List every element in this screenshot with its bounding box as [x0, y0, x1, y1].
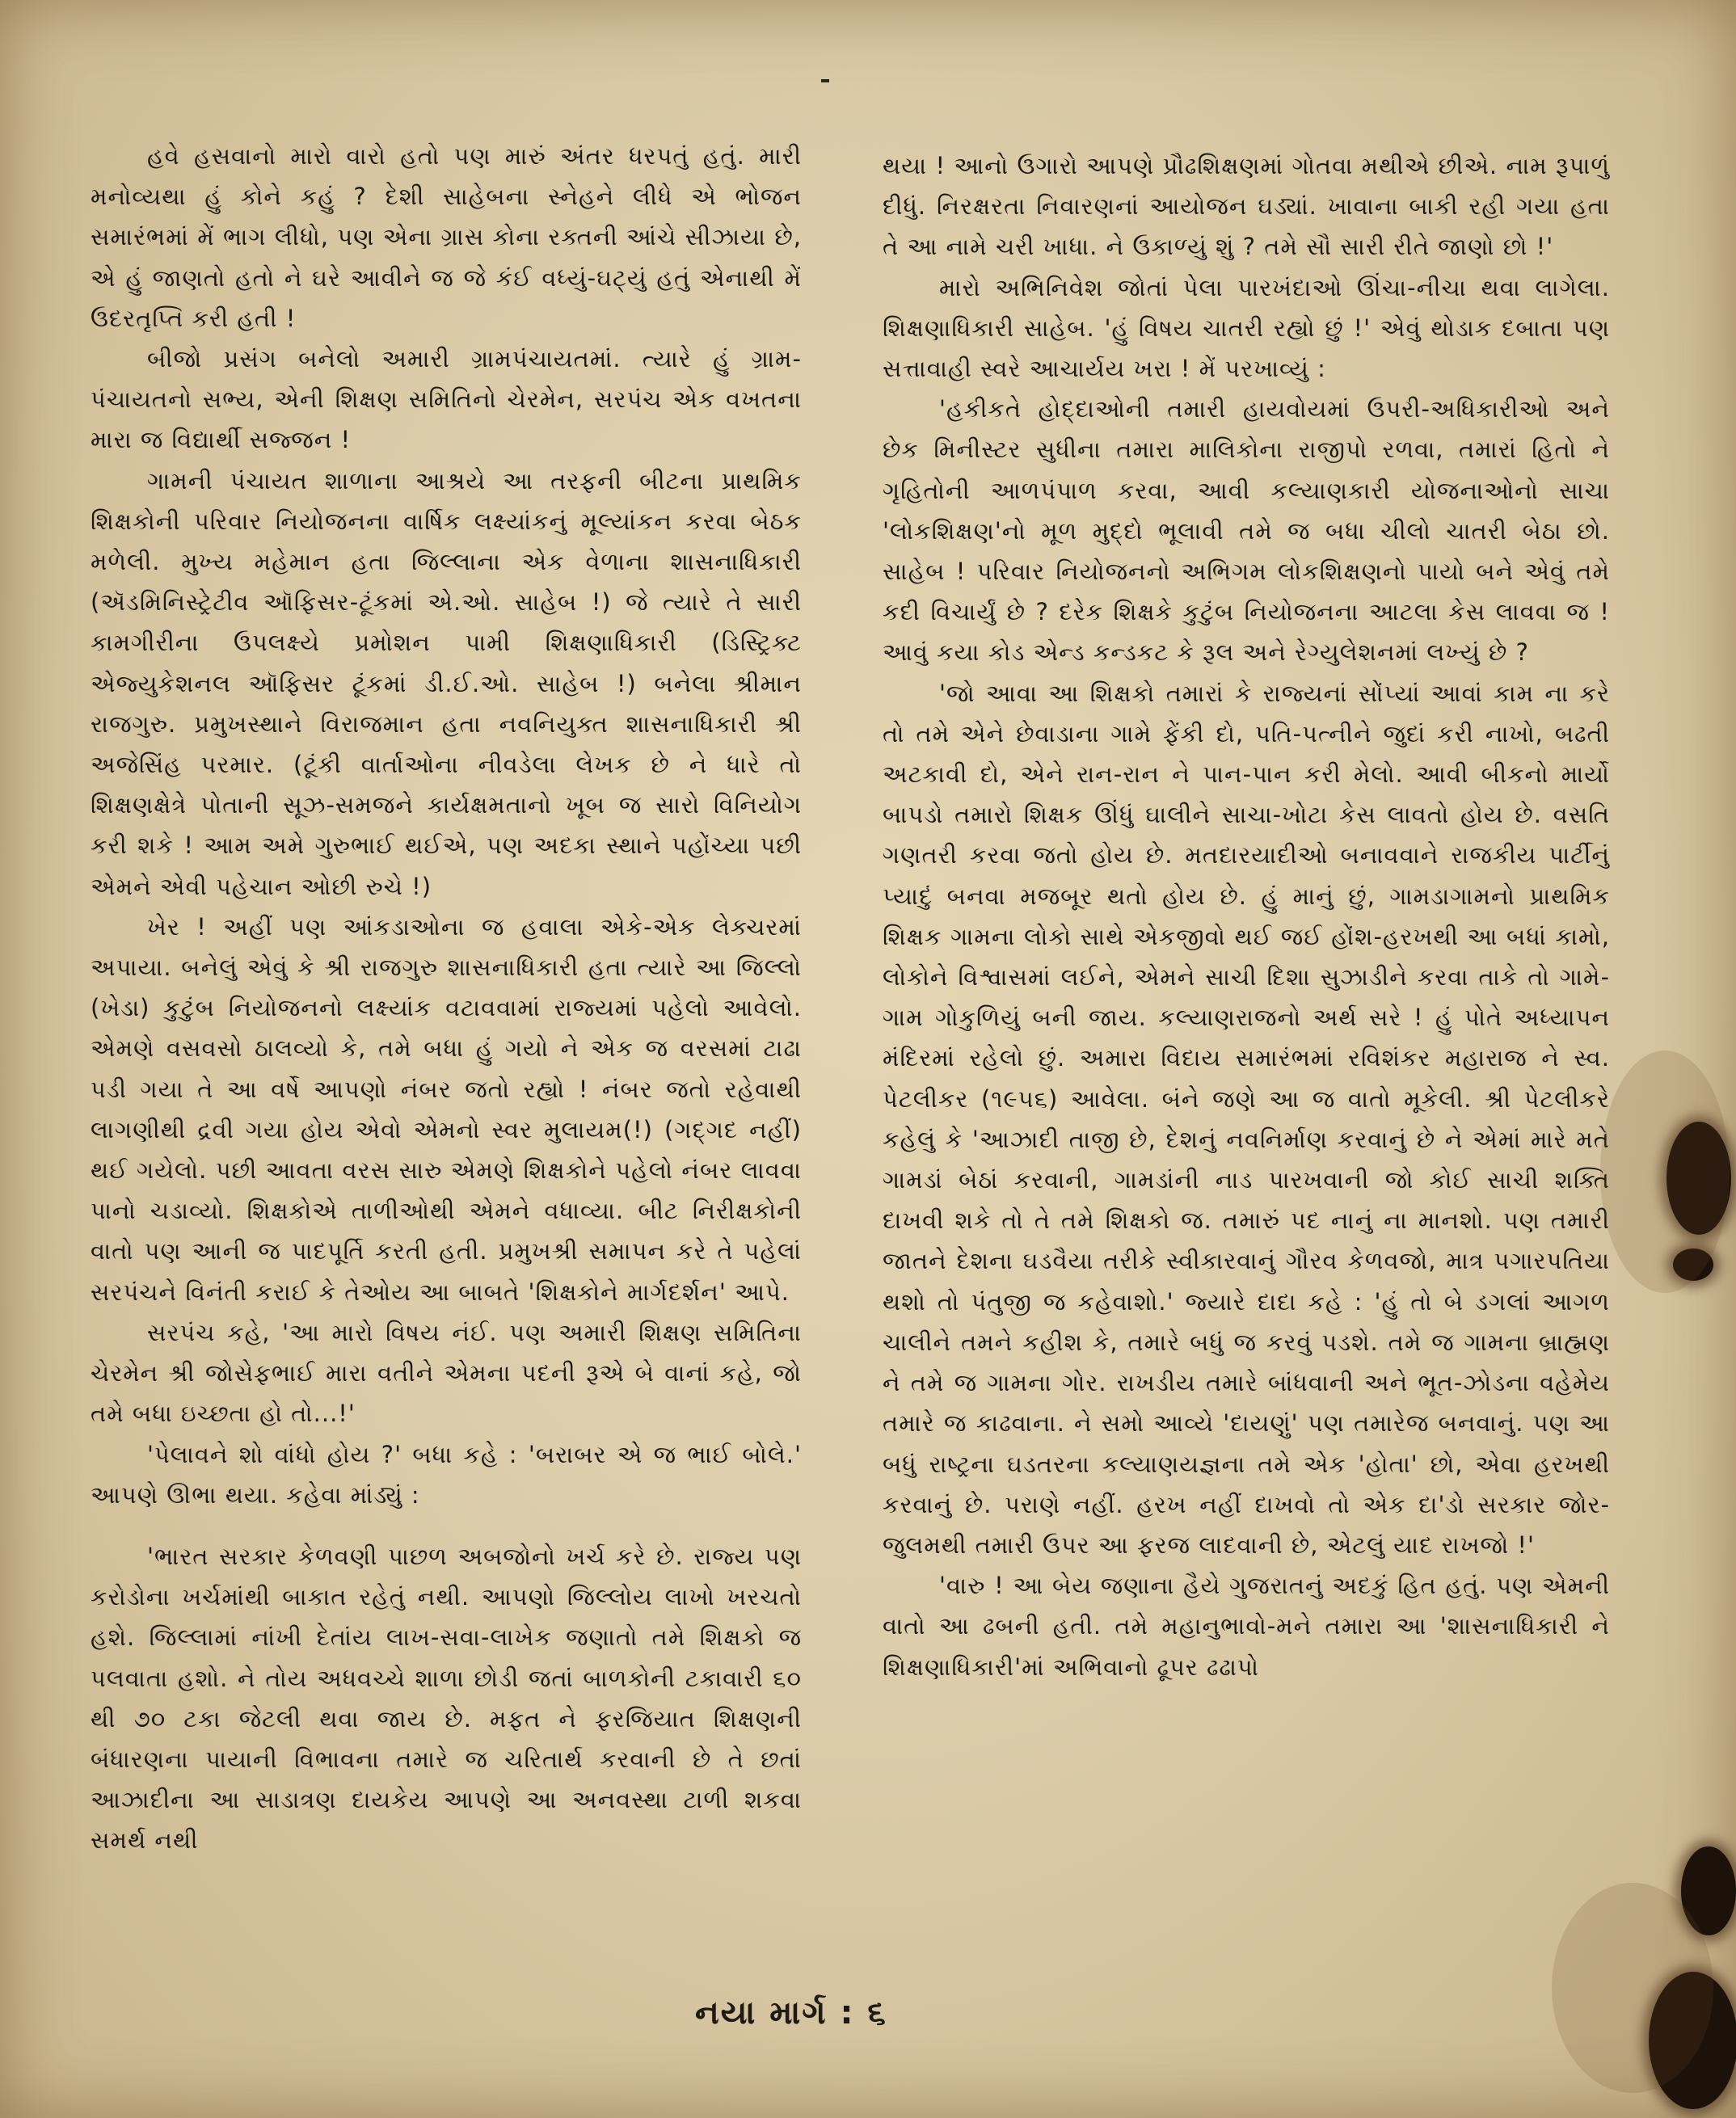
page-footer [695, 1994, 887, 2032]
paper-stain [1600, 1051, 1730, 1293]
paragraph: 'ભારત સરકાર કેળવણી પાછળ અબજોનો ખર્ચ કરે છે. રાજ્ય પણ કરોડોના ખર્ચમાંથી બાકાત રહેતું નથી. આપણો જિલ્લોય લાખો ખરચતો હશે. જિલ્લામાં નાંખી દેતાંય લાખ-સવા-લાખેક જણાતો તમે શિક્ષકો જ પલવાતા હશો. ને તોય અધવચ્ચે શાળા છોડી જતાં બાળકોની ટકાવારી ૬૦ થી ૭૦ ટકા જેટલી થવા જાય છે. મફત ને ફરજિયાત શિક્ષણની બંધારણના પાયાની વિભાવના તમારે જ ચરિતાર્થ કરવાની છે તે છતાં આઝાદીના આ સાડાત્રણ દાયકેય આપણે આ અનવસ્થા ટાળી શકવા સમર્થ નથી [91, 1542, 802, 1855]
paragraph: હવે હસવાનો મારો વારો હતો પણ મારું અંતર ધરપતું હતું. મારી મનોવ્યથા હું કોને કહું ? દેશી સાહેબના સ્નેહને લીધે એ ભોજન સમારંભમાં મેં ભાગ લીધો, પણ એના ગ્રાસ કોના રક્તની આંચે સીઝાયા છે, એ હું જાણતો હતો ને ઘરે આવીને જ જે કંઈ વધ્યું-ઘટ્યું હતું એનાથી મેં ઉદરતૃપ્તિ કરી હતી ! [91, 142, 802, 332]
paragraph: ગામની પંચાયત શાળાના આશ્રયે આ તરફની બીટના પ્રાથમિક શિક્ષકોની પરિવાર નિયોજનના વાર્ષિક લક્ષ્યાંકનું મૂલ્યાંકન કરવા બેઠક મળેલી. મુખ્ય મહેમાન હતા જિલ્લાના એક વેળાના શાસનાધિકારી (ઍડમિનિસ્ટ્રેટીવ ઑફિસર-ટૂંકમાં એ.ઓ. સાહેબ !) જે ત્યારે તે સારી કામગીરીના ઉપલક્ષ્યે પ્રમોશન પામી શિક્ષણાધિકારી (ડિસ્ટ્રિક્ટ એજ્યુકેશનલ ઑફિસર ટૂંકમાં ડી.ઈ.ઓ. સાહેબ !) બનેલા શ્રીમાન રાજગુરુ. પ્રમુખસ્થાને વિરાજમાન હતા નવનિયુક્ત શાસનાધિકારી શ્રી અજેસિંહ પરમાર. (ટૂંકી વાર્તાઓના નીવડેલા લેખક છે ને ધારે તો શિક્ષણક્ષેત્રે પોતાની સૂઝ-સમજને કાર્યક્ષમતાનો ખૂબ જ સારો વિનિયોગ કરી શકે ! આમ અમે ગુરુભાઈ થઈએ, પણ અદકા સ્થાને પહોંચ્યા પછી એમને એવી પહેચાન ઓછી રુચે !) [91, 466, 802, 900]
paragraph: 'હકીકતે હોદ્દાઓની તમારી હાયવોયમાં ઉપરી-અધિકારીઓ અને છેક મિનીસ્ટર સુધીના તમારા માલિકોના રાજીપો રળવા, તમારાં હિતો ને ગૃહિતોની આળપંપાળ કરવા, આવી કલ્યાણકારી યોજનાઓનો સાચા 'લોકશિક્ષણ'નો મૂળ મુદ્દો ભૂલાવી તમે જ બધા ચીલો ચાતરી બેઠા છો. સાહેબ ! પરિવાર નિયોજનનો અભિગમ લોકશિક્ષણનો પાયો બને એવું તમે કદી વિચાર્યું છે ? દરેક શિક્ષકે કુટુંબ નિયોજનના આટલા કેસ લાવવા જ ! આવું કયા કોડ એન્ડ કન્ડકટ કે રૂલ અને રેગ્યુલેશનમાં લખ્યું છે ? [883, 395, 1610, 667]
footer-separator: : [840, 1994, 855, 2032]
paper-stain [1552, 1883, 1713, 2093]
paragraph: સરપંચ કહે, 'આ મારો વિષય નંઈ. પણ અમારી શિક્ષણ સમિતિના ચેરમેન શ્રી જોસેફભાઈ મારા વતીને એમના પદની રૂએ બે વાનાં કહે, જો તમે બધા ઇચ્છતા હો તો...!' [91, 1318, 802, 1428]
right-text-column [883, 145, 1610, 1687]
top-mark [821, 79, 829, 82]
paragraph: 'વારુ ! આ બેય જણાના હૈયે ગુજરાતનું અદકું હિત હતું. પણ એમની વાતો આ ઢબની હતી. તમે મહાનુભાવો-મને તમારા આ 'શાસનાધિકારી ને શિક્ષણાધિકારી'માં અભિવાનો ઢૂપર ઢઢાપો [883, 1572, 1610, 1681]
paragraph: થયા ! આનો ઉગારો આપણે પ્રૌઢશિક્ષણમાં ગોતવા મથીએ છીએ. નામ રૂપાળું દીધું. નિરક્ષરતા નિવારણનાં આયોજન ઘડ્યાં. ખાવાના બાકી રહી ગયા હતા તે આ નામે ચરી ખાધા. ને ઉકાળ્યું શું ? તમે સૌ સારી રીતે જાણો છો !' [883, 152, 1610, 261]
paragraph: ખેર ! અહીં પણ આંકડાઓના જ હવાલા એકે-એક લેક્ચરમાં અપાયા. બનેલું એવું કે શ્રી રાજગુરુ શાસનાધિકારી હતા ત્યારે આ જિલ્લો (ખેડા) કુટુંબ નિયોજનનો લક્ષ્યાંક વટાવવામાં રાજ્યમાં પહેલો આવેલો. એમણે વસવસો ઠાલવ્યો કે, તમે બધા હું ગયો ને એક જ વરસમાં ટાઢા પડી ગયા તે આ વર્ષે આપણો નંબર જતો રહ્યો ! નંબર જતો રહેવાથી લાગણીથી દ્રવી ગયા હોય એવો એમનો સ્વર મુલાયમ(!) (ગદ્ગદ નહીં) થઈ ગયેલો. પછી આવતા વરસ સારુ એમણે શિક્ષકોને પહેલો નંબર લાવવા પાનો ચડાવ્યો. શિક્ષકોએ તાળીઓથી એમને વધાવ્યા. બીટ નિરીક્ષકોની વાતો પણ આની જ પાદપૂર્તિ કરતી હતી. પ્રમુખશ્રી સમાપન કરે તે પહેલાં સરપંચને વિનંતી કરાઈ કે તેઓય આ બાબતે 'શિક્ષકોને માર્ગદર્શન' આપે. [91, 912, 802, 1306]
paragraph: 'પેલાવને શો વાંધો હોય ?' બધા કહે : 'બરાબર એ જ ભાઈ બોલે.' આપણે ઊભા થયા. કહેવા માંડ્યું : [91, 1440, 802, 1509]
magazine-name: નયા માર્ગ [695, 1994, 828, 2032]
paragraph: મારો અભિનિવેશ જોતાં પેલા પારખંદાઓ ઊંચા-નીચા થવા લાગેલા. શિક્ષણાધિકારી સાહેબ. 'હું વિષય ચાતરી રહ્યો છું !' એવું થોડાક દબાતા પણ સત્તાવાહી સ્વરે આચાર્યય ખરા ! મેં પરખાવ્યું : [883, 273, 1610, 383]
page-number: ૬ [867, 1994, 887, 2032]
left-text-column [91, 136, 802, 1861]
paragraph: બીજો પ્રસંગ બનેલો અમારી ગ્રામપંચાયતમાં. ત્યારે હું ગ્રામ-પંચાયતનો સભ્ય, એની શિક્ષણ સમિતિનો ચેરમેન, સરપંચ એક વખતના મારા જ વિદ્યાર્થી સજ્જન ! [91, 345, 802, 454]
paragraph: 'જો આવા આ શિક્ષકો તમારાં કે રાજ્યનાં સોંપ્યાં આવાં કામ ના કરે તો તમે એને છેવાડાના ગામે ફેંકી દો, પતિ-પત્નીને જુદાં કરી નાખો, બઢતી અટકાવી દો, એને રાન-રાન ને પાન-પાન કરી મેલો. આવી બીકનો માર્યો બાપડો તમારો શિક્ષક ઊંધું ઘાલીને સાચા-ખોટા કેસ લાવતો હોય છે. વસતિ ગણતરી કરવા જતો હોય છે. મતદારયાદીઓ બનાવવાને રાજકીય પાર્ટીનું પ્યાદું બનવા મજબૂર થતો હોય છે. હું માનું છું, ગામડાગામનો પ્રાથમિક શિક્ષક ગામના લોકો સાથે એકજીવો થઈ જઈ હોંશ-હરખથી આ બધાં કામો, લોકોને વિશ્વાસમાં લઈને, એમને સાચી દિશા સુઝાડીને કરવા તાકે તો ગામે-ગામ ગોકુળિયું બની જાય. કલ્યાણરાજનો અર્થ સરે ! હું પોતે અધ્યાપન મંદિરમાં રહેલો છું. અમારા વિદાય સમારંભમાં રવિશંકર મહારાજ ને સ્વ. પેટલીકર (૧૯૫૬) આવેલા. બંને જણે આ જ વાતો મૂકેલી. શ્રી પેટલીકરે કહેલું કે 'આઝાદી તાજી છે, દેશનું નવનિર્માણ કરવાનું છે ને એમાં મારે મતે ગામડાં બેઠાં કરવાની, ગામડાંની નાડ પારખવાની જો કોઈ સાચી શક્તિ દાખવી શકે તો તે તમે શિક્ષકો જ. તમારું પદ નાનું ના માનશો. પણ તમારી જાતને દેશના ઘડવૈયા તરીકે સ્વીકારવાનું ગૌરવ કેળવજો, માત્ર પગારપતિયા થશો તો પંતુજી જ કહેવાશો.' જ્યારે દાદા કહે : 'હું તો બે ડગલાં આગળ ચાલીને તમને કહીશ કે, તમારે બધું જ કરવું પડશે. તમે જ ગામના બ્રાહ્મણ ને તમે જ ગામના ગોર. રાખડીય તમારે બાંધવાની અને ભૂત-ઝોડના વહેમેય તમારે જ કાઢવાના. ને સમો આવ્યે 'દાયણું' પણ તમારેજ બનવાનું. પણ આ બધું રાષ્ટ્રના ઘડતરના કલ્યાણયજ્ઞના તમે એક 'હોતા' છો, એવા હરખથી કરવાનું છે. પરાણે નહીં. હરખ નહીં દાખવો તો એક દા'ડો સરકાર જોર-જુલમથી તમારી ઉપર આ ફરજ લાદવાની છે, એટલું યાદ રાખજો !' [883, 679, 1610, 1559]
